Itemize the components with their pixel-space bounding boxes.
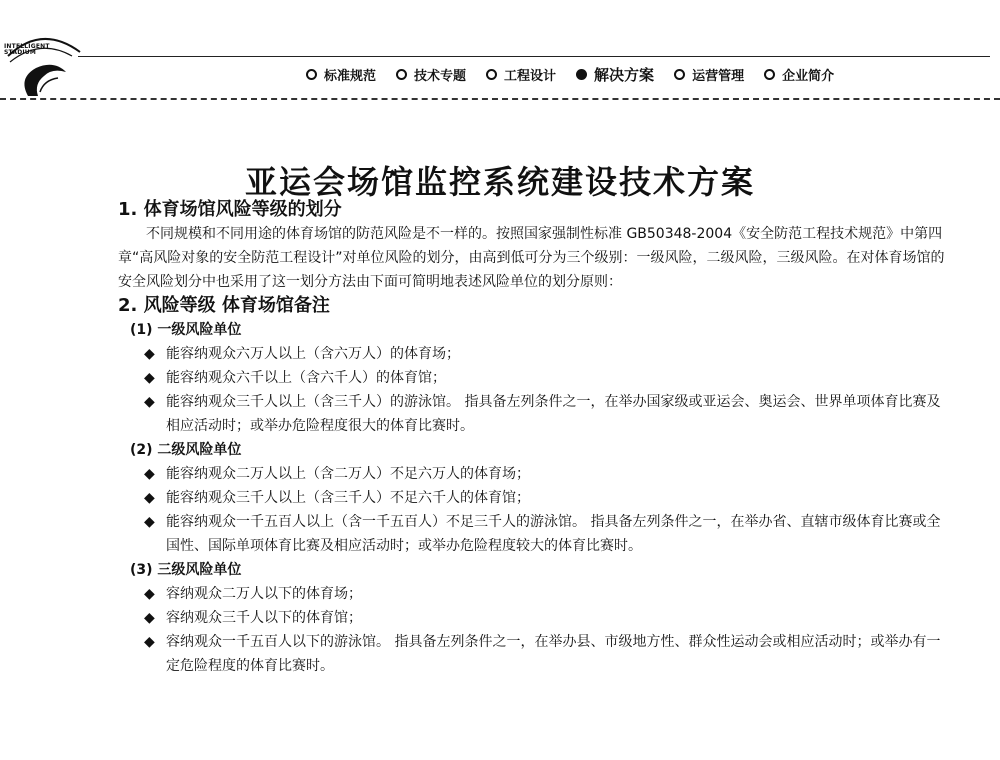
nav-item-operations[interactable]	[674, 65, 744, 84]
list-item-text: 能容纳观众二万人以上（含二万人）不足六万人的体育场；	[166, 466, 530, 482]
risk-level-title: (3) 三级风险单位	[130, 562, 242, 578]
logo-text-line: INTELLIGENT	[4, 43, 50, 50]
nav-label: 运营管理	[692, 68, 745, 84]
section-heading: 2. 风险等级 体育场馆备注	[118, 295, 330, 316]
nav-label: 标准规范	[324, 68, 377, 84]
list-item-text: 容纳观众二万人以下的体育场；	[166, 586, 362, 602]
nav-item-tech-topics[interactable]	[396, 65, 466, 84]
list-item	[144, 366, 948, 390]
logo-text-line: STADIUM	[4, 49, 37, 56]
list-item	[144, 390, 948, 438]
diamond-bullet-icon: ◆	[144, 610, 155, 626]
diamond-bullet-icon: ◆	[144, 346, 155, 362]
list-item	[144, 486, 948, 510]
list-item	[144, 342, 948, 366]
top-nav	[306, 63, 854, 85]
filled-circle-icon	[576, 69, 587, 80]
list-item-text: 容纳观众三千人以下的体育馆；	[166, 610, 362, 626]
nav-label: 技术专题	[414, 68, 467, 84]
risk-level-title: (1) 一级风险单位	[130, 322, 242, 338]
circle-bullet-icon	[764, 69, 775, 80]
logo-text	[4, 44, 50, 56]
list-item	[144, 582, 948, 606]
nav-item-standards[interactable]	[306, 65, 376, 84]
diamond-bullet-icon: ◆	[144, 370, 155, 386]
nav-item-engineering-design[interactable]	[486, 65, 556, 84]
diamond-bullet-icon: ◆	[144, 394, 155, 410]
diamond-bullet-icon: ◆	[144, 586, 155, 602]
diamond-bullet-icon: ◆	[144, 634, 155, 650]
list-item-text: 能容纳观众六千以上（含六千人）的体育馆；	[166, 370, 446, 386]
list-item-text: 能容纳观众六万人以上（含六万人）的体育场；	[166, 346, 460, 362]
circle-bullet-icon	[306, 69, 317, 80]
stadium-logo-icon	[2, 28, 82, 98]
risk-level-title: (2) 二级风险单位	[130, 442, 242, 458]
article-body	[118, 198, 948, 678]
section-heading: 1. 体育场馆风险等级的划分	[118, 199, 342, 220]
nav-item-solutions[interactable]	[576, 64, 654, 85]
nav-label: 解决方案	[594, 65, 655, 84]
circle-bullet-icon	[486, 69, 497, 80]
nav-item-company[interactable]	[764, 65, 834, 84]
list-item	[144, 606, 948, 630]
list-item-text: 能容纳观众三千人以上（含三千人）的游泳馆。 指具备左列条件之一，在举办国家级或亚运会、奥运会、世界单项体育比赛及相应活动时；或举办危险程度很大的体育比赛时。	[166, 394, 941, 434]
list-item-text: 容纳观众一千五百人以下的游泳馆。 指具备左列条件之一，在举办县、市级地方性、群众性运动会或相应活动时；或举办有一定危险程度的体育比赛时。	[166, 634, 941, 674]
circle-bullet-icon	[396, 69, 407, 80]
header-divider	[78, 56, 990, 57]
dashed-divider	[0, 98, 1000, 100]
page-header	[0, 0, 1000, 100]
diamond-bullet-icon: ◆	[144, 466, 155, 482]
nav-label: 工程设计	[504, 68, 557, 84]
diamond-bullet-icon: ◆	[144, 514, 155, 530]
circle-bullet-icon	[674, 69, 685, 80]
list-item	[144, 462, 948, 486]
intro-paragraph: 不同规模和不同用途的体育场馆的防范风险是不一样的。按照国家强制性标准 GB50348-2004《安全防范工程技术规范》中第四章“高风险对象的安全防范工程设计”对单位风险的划分，由高到低可分为三个级别：一级风险，二级风险，三级风险。在对体育场馆的安全风险划分中也采用了这一划分方法由下面可简明地表述风险单位的划分原则：	[118, 226, 945, 290]
diamond-bullet-icon: ◆	[144, 490, 155, 506]
page-title: 亚运会场馆监控系统建设技术方案	[244, 163, 755, 202]
list-item-text: 能容纳观众三千人以上（含三千人）不足六千人的体育馆；	[166, 490, 530, 506]
nav-label: 企业简介	[782, 68, 835, 84]
list-item	[144, 510, 948, 558]
list-item	[144, 630, 948, 678]
list-item-text: 能容纳观众一千五百人以上（含一千五百人）不足三千人的游泳馆。 指具备左列条件之一，在举办省、直辖市级体育比赛或全国性、国际单项体育比赛及相应活动时；或举办危险程度较大的体育比赛时。	[166, 514, 941, 554]
